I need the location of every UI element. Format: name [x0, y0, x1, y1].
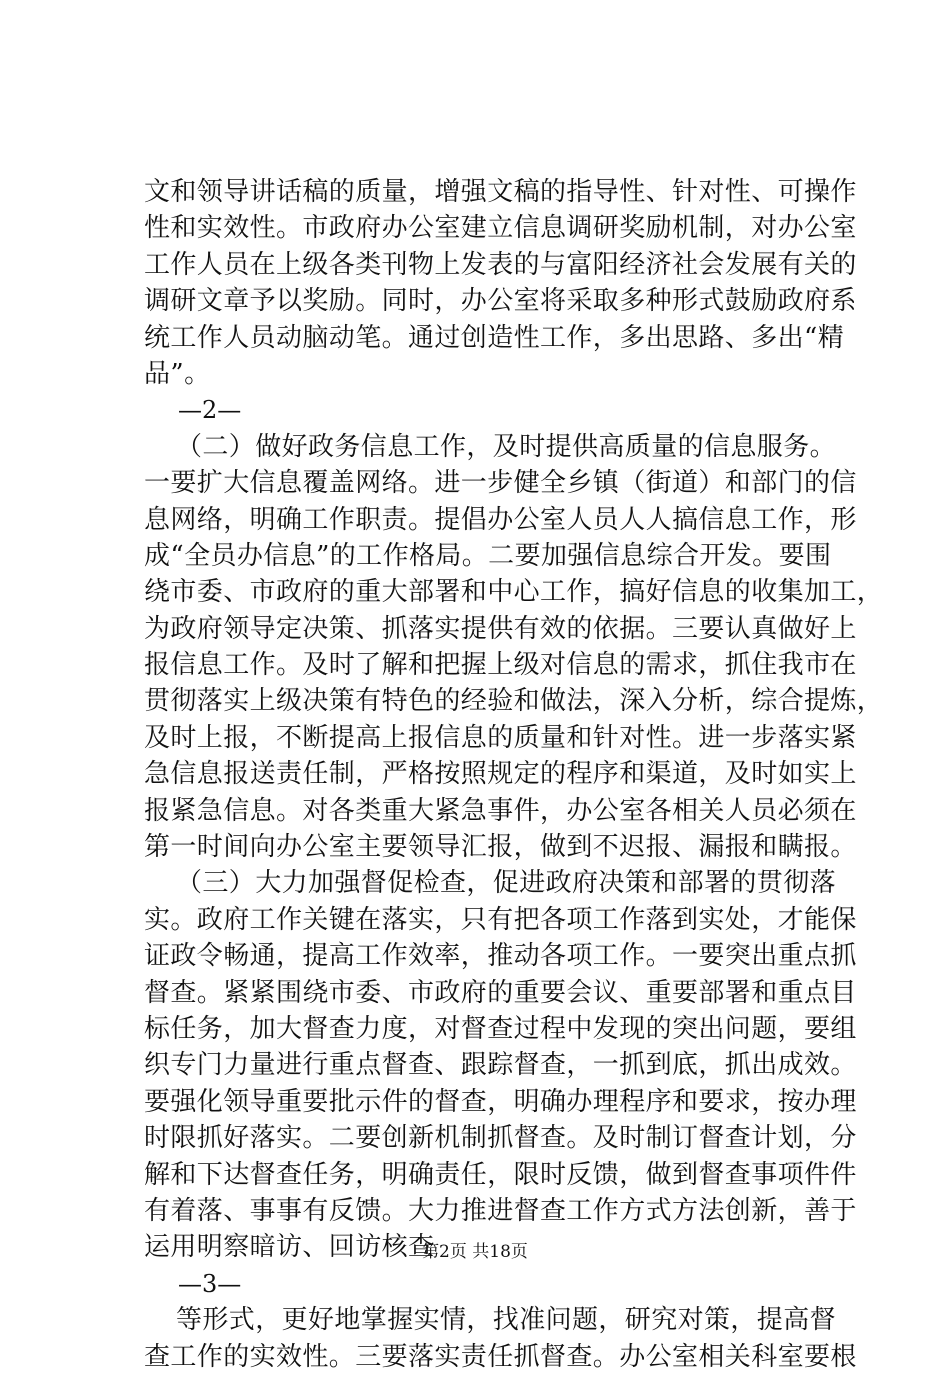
text-line: 急信息报送责任制，严格按照规定的程序和渠道，及时如实上: [144, 759, 857, 790]
text-line: 织专门力量进行重点督查、跟踪督查，一抓到底，抓出成效。: [144, 1050, 857, 1081]
text-line: 报信息工作。及时了解和把握上级对信息的需求，抓住我市在: [144, 650, 857, 681]
text-line: 息网络，明确工作职责。提倡办公室人员人人搞信息工作，形: [144, 504, 857, 535]
section-heading-line: （二）做好政务信息工作，及时提供高质量的信息服务。: [176, 431, 837, 462]
text-line: 工作人员在上级各类刊物上发表的与富阳经济社会发展有关的: [144, 249, 857, 280]
text-line: 运用明察暗访、回访核查: [144, 1232, 435, 1263]
page-marker: —3—: [178, 1269, 242, 1298]
text-line: 要强化领导重要批示件的督查，明确办理程序和要求，按办理: [144, 1086, 857, 1117]
text-line: 一要扩大信息覆盖网络。进一步健全乡镇（街道）和部门的信: [144, 468, 857, 499]
text-line: 成“全员办信息”的工作格局。二要加强信息综合开发。要围: [144, 540, 832, 571]
page-footer: [0, 1240, 950, 1264]
page-marker: —2—: [178, 396, 242, 425]
text-line: 等形式，更好地掌握实情，找准问题，研究对策，提高督: [176, 1305, 837, 1336]
text-line: 报紧急信息。对各类重大紧急事件，办公室各相关人员必须在: [144, 795, 857, 826]
text-line: 及时上报，不断提高上报信息的质量和针对性。进一步落实紧: [144, 722, 857, 753]
text-line: 第一时间向办公室主要领导汇报，做到不迟报、漏报和瞒报。: [144, 832, 857, 863]
text-line: 标任务，加大督查力度，对督查过程中发现的突出问题，要组: [144, 1013, 857, 1044]
text-line: 时限抓好落实。二要创新机制抓督查。及时制订督查计划，分: [144, 1123, 857, 1154]
text-line: 实。政府工作关键在落实，只有把各项工作落到实处，才能保: [144, 904, 857, 935]
document-body: [144, 174, 884, 1375]
text-line: 解和下达督查任务，明确责任，限时反馈，做到督查事项件件: [144, 1159, 857, 1190]
text-line: 绕市委、市政府的重大部署和中心工作，搞好信息的收集加工，: [144, 577, 884, 608]
text-line: 为政府领导定决策、抓落实提供有效的依据。三要认真做好上: [144, 613, 857, 644]
text-line: 督查。紧紧围绕市委、市政府的重要会议、重要部署和重点目: [144, 977, 857, 1008]
page-number: 第2页 共18页: [422, 1242, 528, 1262]
text-line: 性和实效性。市政府办公室建立信息调研奖励机制，对办公室: [144, 213, 857, 244]
text-line: 证政令畅通，提高工作效率，推动各项工作。一要突出重点抓: [144, 941, 857, 972]
section-heading-line: （三）大力加强督促检查，促进政府决策和部署的贯彻落: [176, 868, 837, 899]
text-line: 贯彻落实上级决策有特色的经验和做法，深入分析，综合提炼，: [144, 686, 884, 717]
text-line: 统工作人员动脑动笔。通过创造性工作，多出思路、多出“精: [144, 322, 845, 353]
text-line: 查工作的实效性。三要落实责任抓督查。办公室相关科室要根: [144, 1341, 857, 1372]
text-line: 调研文章予以奖励。同时，办公室将采取多种形式鼓励政府系: [144, 286, 857, 317]
text-line: 有着落、事事有反馈。大力推进督查工作方式方法创新，善于: [144, 1195, 857, 1226]
text-line: 品”。: [144, 358, 211, 389]
text-line: 文和领导讲话稿的质量，增强文稿的指导性、针对性、可操作: [144, 177, 857, 207]
